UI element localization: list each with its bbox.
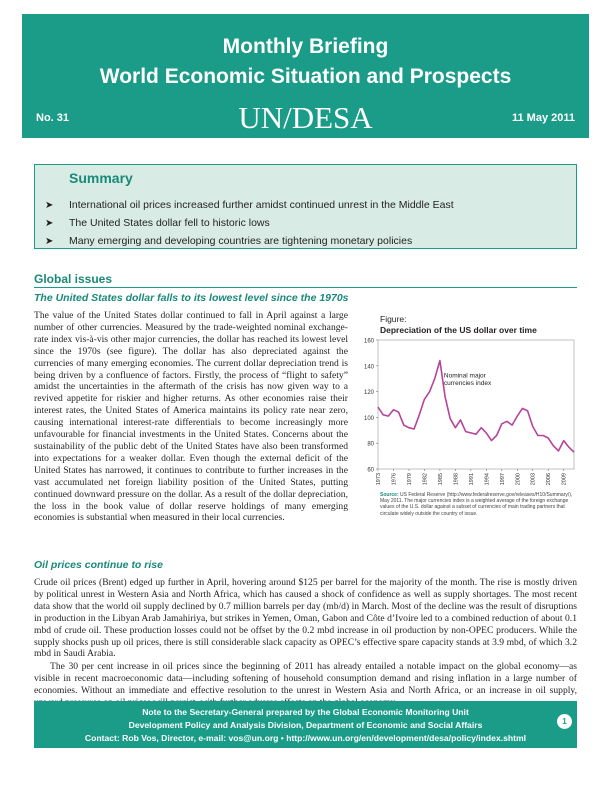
page-number: 1 xyxy=(557,714,572,729)
y-tick-label: 80 xyxy=(367,441,374,448)
org-name: UN/DESA xyxy=(238,100,373,135)
summary-item xyxy=(45,232,454,250)
figure xyxy=(356,314,578,526)
source-label: Source: xyxy=(380,492,399,498)
footer-line-1: Note to the Secretary-General prepared by the Global Economic Monitoring Unit xyxy=(142,707,469,717)
x-tick-label: 2000 xyxy=(515,473,522,486)
x-tick-label: 1997 xyxy=(499,473,506,486)
summary-item xyxy=(45,196,454,214)
summary-item-text: The United States dollar fell to historic lows xyxy=(69,217,270,229)
y-tick-label: 140 xyxy=(363,364,374,371)
paragraph-oil-2: The 30 per cent increase in oil prices since the beginning of 2011 has already entailed a notable impact on the global economy—as visible in recent macroeconomic data—including softening of household consumption demand and rising inflation in a large number of economies. Without an immediate and effective resolution to the unrest in Western Asia and North Africa, or an increase in oil supply, xyxy=(34,661,577,696)
x-tick-label: 2003 xyxy=(530,473,537,486)
source-text: US Federal Reserve (http://www.federalreserve.gov/releases/H10/Summary/), May 2011. The major currencies index is a weighted average of the foreign exchange values of the U.S. dollar against a subset of currencies of main trading partners that circulate widely outside the country of issue. xyxy=(380,492,573,517)
paragraph-dollar: The value of the United States dollar continued to fall in April against a large number of other currencies. Measured by the trade-weighted nominal exchange-rate index vis-à-vis other major currencies, the dollar has reached its lowest level since the 1970s (see figure). The dollar has also depreciated against the currencies of many emerging economies. The current dollar depreciation trend is being driven by a confluence of factors. Firstly, the process of “flight to safety” amidst the uncertainties in the aftermath of the crisis has now given way to a revived appetite for riskier and higher returns. As other economies raise their interest rates, the United States of America maintains its policy rate near zero, causing international interest-rate differentials to become increasingly more unfavourable for financial investments in the United States. Concerns about the sustainability of the public debt of the United States have also been transformed into expectations for a weaker dollar. Even though the external deficit of the United States has narrowed, it continues to contribute to further increases in the vast accumulated net foreign liability position of the United States, putting continued downward pressure on the dollar. As a result of the dollar depreciation, the loss in the book value of dollar reserve holdings of many emerging economies is substantial when measured in their local currencies. xyxy=(34,310,348,524)
y-tick-label: 60 xyxy=(367,467,374,474)
series-label: Nominal major currencies index xyxy=(443,372,492,387)
briefing-title: Monthly Briefing xyxy=(222,35,389,58)
issue-date: 11 May 2011 xyxy=(511,112,575,124)
figure-source xyxy=(380,492,578,517)
figure-label: Figure: xyxy=(380,314,407,324)
paragraph-oil-1: Crude oil prices (Brent) edged up further in April, hovering around $125 per barrel for the majority of the month. The rise is mostly driven by political unrest in Western Asia and North Africa, which has caused a shock of confidence as well as supply shortages. The most recent data show that the world oil supply declined by 0.7 million barrels per day (mb/d) in March. Most of the decline was the result of disruptions in production in the Libyan Arab Jamahiriya, but strikes in Yemen, Oman, Gabon and Côte d’Ivoire led to a combined reduction of about 0.1 mbd of crude oil. These production losses could not be offset by the 0.2 mbd increase in oil production by non-OPEC producers. While the supply shocks push up oil prices, there is still considerable slack capacity as OPEC’s effective spare capacity stands at 3.9 mbd, of which 3.2 mbd in Saudi Arabia. xyxy=(34,577,577,660)
section-divider xyxy=(34,287,577,288)
x-tick-label: 1979 xyxy=(406,473,413,486)
subheading-oil: Oil prices continue to rise xyxy=(34,559,163,571)
summary-box xyxy=(34,164,577,249)
x-tick-label: 1982 xyxy=(422,473,429,486)
plot-frame xyxy=(378,340,574,469)
footer-contact[interactable]: Contact: Rob Vos, Director, e-mail: vos@un.org • http://www.un.org/en/development/desa/policy/index.shtml xyxy=(84,733,527,743)
x-tick-label: 1994 xyxy=(484,473,491,486)
figure-title: Depreciation of the US dollar over time xyxy=(380,325,537,335)
summary-item-text: Many emerging and developing countries are tightening monetary policies xyxy=(69,235,413,247)
section-heading: Global issues xyxy=(34,272,113,286)
summary-item xyxy=(45,214,454,232)
arrow-bullet-icon: ➤ xyxy=(45,218,54,229)
x-tick-label: 1991 xyxy=(468,473,475,486)
x-tick-label: 1985 xyxy=(437,473,444,486)
header-banner xyxy=(22,14,589,138)
x-tick-label: 2009 xyxy=(561,473,568,486)
summary-item-text: International oil prices increased further amidst continued unrest in the Middle East xyxy=(69,199,454,211)
x-tick-label: 1973 xyxy=(376,473,382,486)
summary-list xyxy=(45,196,454,250)
dollar-index-chart xyxy=(356,336,578,514)
footer-line-2: Development Policy and Analysis Division, Department of Economic and Social Affairs xyxy=(128,720,483,730)
arrow-bullet-icon: ➤ xyxy=(45,236,54,247)
y-tick-label: 120 xyxy=(363,390,374,397)
issue-number: No. 31 xyxy=(36,112,70,124)
arrow-bullet-icon: ➤ xyxy=(45,200,54,211)
subheading-dollar: The United States dollar falls to its lowest level since the 1970s xyxy=(34,292,349,304)
y-tick-label: 100 xyxy=(363,415,374,422)
x-tick-label: 2006 xyxy=(546,473,553,486)
x-tick-label: 1976 xyxy=(391,473,398,486)
summary-title: Summary xyxy=(69,170,133,186)
y-tick-label: 160 xyxy=(363,338,374,345)
briefing-subtitle: World Economic Situation and Prospects xyxy=(99,65,512,88)
x-tick-label: 1988 xyxy=(453,473,460,486)
footer-banner xyxy=(34,701,577,748)
